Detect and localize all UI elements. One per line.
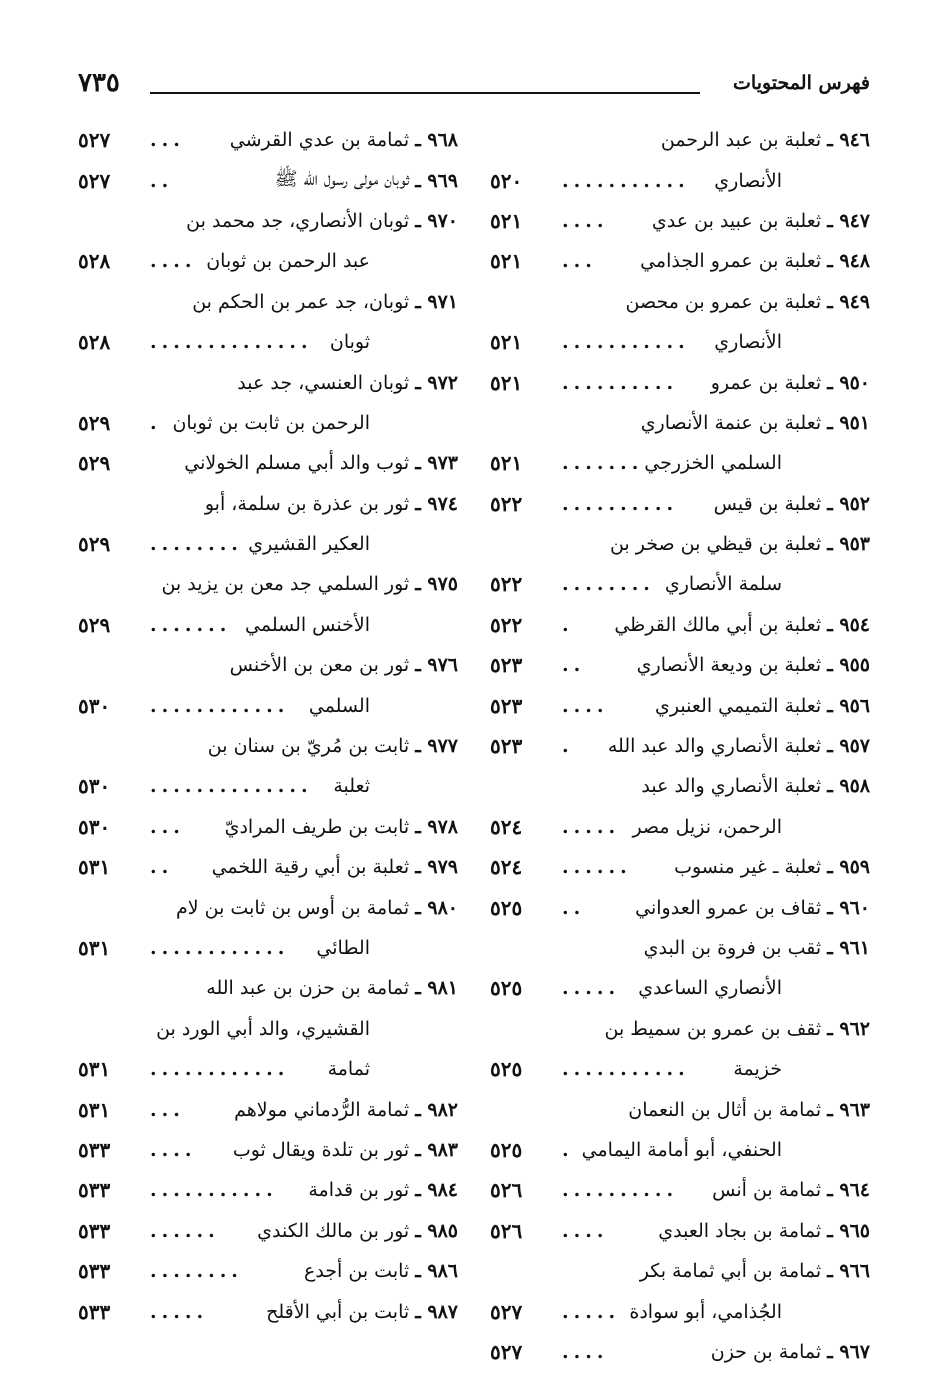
entry-page-number: ٥٢٤ <box>490 855 523 880</box>
entry-name: الأنصاري <box>714 169 782 192</box>
index-entry <box>490 847 870 887</box>
entry-name: ثعلبة بن عمرو <box>710 371 822 394</box>
entry-number: ٩٦٣ ـ <box>827 1098 870 1121</box>
entry-page-number: ٥٢٥ <box>490 1137 523 1162</box>
leader-dots: ... <box>150 1098 185 1121</box>
index-entry <box>490 1291 870 1331</box>
leader-dots: ....... <box>150 613 232 636</box>
entry-name: الأخنس السلمي <box>245 613 370 636</box>
entry-name: ثعلبة بن عبد الرحمن <box>660 129 822 152</box>
leader-dots: ....... <box>562 452 644 475</box>
entry-name: ثعلبة ـ غير منسوب <box>674 856 822 879</box>
leader-dots: . <box>150 411 162 434</box>
leader-dots: ..... <box>562 815 621 838</box>
entry-number: ٩٤٩ ـ <box>827 290 870 313</box>
entry-name: السلمي الخزرجي <box>644 452 782 475</box>
index-entry <box>78 1251 458 1291</box>
entry-page-number: ٥٢٢ <box>490 491 523 516</box>
leader-dots: ..... <box>562 977 621 1000</box>
leader-dots: .............. <box>150 775 313 798</box>
entry-page-number: ٥٢٣ <box>490 653 523 678</box>
leader-dots: ... <box>150 815 185 838</box>
index-entry <box>490 484 870 524</box>
index-entry <box>490 1049 870 1089</box>
entry-number: ٩٧٥ ـ <box>415 573 458 596</box>
index-entry <box>78 847 458 887</box>
entry-number: ٩٥٨ ـ <box>827 775 870 798</box>
leader-dots: . <box>562 735 574 758</box>
entry-name: ثور بن معن بن الأخنس <box>229 654 410 677</box>
entry-number: ٩٥٣ ـ <box>827 533 870 556</box>
entry-name: ثعلبة <box>333 775 370 798</box>
entry-name: ثابت بن أبي الأقلح <box>266 1300 410 1323</box>
entry-name: ثمامة بن حزن بن عبد الله <box>206 977 410 1000</box>
leader-dots: ........... <box>562 1058 690 1081</box>
entry-name: الطائي <box>316 937 370 959</box>
entry-name: ثوبان <box>329 331 370 354</box>
index-entry <box>490 1251 870 1291</box>
entry-page-number: ٥٣١ <box>78 855 111 880</box>
entry-number: ٩٦٧ ـ <box>827 1340 870 1363</box>
entry-number: ٩٥٤ ـ <box>827 613 870 636</box>
entry-name: ثعلبة بن عنمة الأنصاري <box>640 411 822 434</box>
index-entry <box>490 1009 870 1049</box>
leader-dots: .... <box>562 1340 609 1363</box>
index-entry <box>490 928 870 968</box>
entry-number: ٩٧١ ـ <box>415 290 458 313</box>
entry-name: ثمامة بن أوس بن ثابت بن لام <box>176 896 410 919</box>
index-entry <box>78 1009 458 1049</box>
index-entry <box>78 1291 458 1331</box>
index-entry <box>78 685 458 725</box>
entry-page-number: ٥٢٣ <box>490 693 523 718</box>
entry-number: ٩٧٧ ـ <box>415 735 458 758</box>
entry-name: العكير القشيري <box>248 533 370 556</box>
leader-dots: ...... <box>562 856 632 879</box>
index-entry <box>490 241 870 281</box>
leader-dots: ............ <box>150 937 290 959</box>
entry-number: ٩٤٧ ـ <box>827 209 870 232</box>
page-header <box>78 68 870 108</box>
entry-name: ثمامة <box>327 1058 370 1081</box>
index-entry <box>490 1130 870 1170</box>
entry-name: ثور السلمي جد معن بن يزيد بن <box>161 573 410 596</box>
entry-name: ثور بن قدامة <box>308 1179 410 1202</box>
entry-name: ثوبان العنسي، جد عبد <box>237 371 410 394</box>
entry-number: ٩٦١ ـ <box>827 937 870 959</box>
leader-dots: .... <box>150 250 197 273</box>
entry-number: ٩٧٨ ـ <box>415 815 458 838</box>
index-entry <box>78 807 458 847</box>
entry-page-number: ٥٢١ <box>490 370 523 395</box>
entry-page-number: ٥٢٨ <box>78 249 111 274</box>
index-column-right <box>490 120 870 1372</box>
entry-number: ٩٥٩ ـ <box>827 856 870 879</box>
index-entry <box>78 362 458 402</box>
index-entry <box>490 1332 870 1372</box>
entry-number: ٩٧٤ ـ <box>415 492 458 515</box>
entry-number: ٩٨٠ ـ <box>415 896 458 919</box>
leader-dots: ... <box>150 129 185 152</box>
index-entry <box>78 968 458 1008</box>
index-entry <box>78 928 458 968</box>
entry-name: ثقاف بن عمرو العدواني <box>635 896 822 919</box>
entry-name: ثعلبة بن عمرو الجذامي <box>640 250 822 273</box>
leader-dots: ........... <box>150 1179 278 1202</box>
index-entry <box>78 645 458 685</box>
entry-name: القشيري، والد أبي الورد بن <box>156 1017 370 1040</box>
index-entry <box>78 443 458 483</box>
entry-name: ثمامة بن أثال بن النعمان <box>628 1098 822 1121</box>
entry-page-number: ٥٢٩ <box>78 532 111 557</box>
leader-dots: ........ <box>150 533 243 556</box>
entry-number: ٩٧٩ ـ <box>415 856 458 879</box>
entry-page-number: ٥٢٥ <box>490 976 523 1001</box>
entry-name: ثابت بن مُريّ بن سنان بن <box>207 735 410 758</box>
entry-page-number: ٥٢٧ <box>490 1339 523 1364</box>
entry-number: ٩٥٥ ـ <box>827 654 870 677</box>
index-entry <box>490 322 870 362</box>
entry-name: ثعلبة بن قيظي بن صخر بن <box>609 533 822 556</box>
index-entry <box>78 605 458 645</box>
entry-page-number: ٥٣٠ <box>78 693 111 718</box>
index-entry <box>78 282 458 322</box>
index-entry <box>490 403 870 443</box>
index-entry <box>78 201 458 241</box>
leader-dots: ............ <box>150 1058 290 1081</box>
index-entry <box>78 726 458 766</box>
index-entry <box>78 484 458 524</box>
entry-name: ثمامة بن أنس <box>712 1179 822 1202</box>
index-entry <box>490 1170 870 1210</box>
index-entry <box>490 564 870 604</box>
entry-name: ثعلبة بن أبي رقية اللخمي <box>211 856 410 879</box>
entry-name: ثعلبة بن أبي مالك القرظي <box>614 613 822 636</box>
entry-page-number: ٥٢٧ <box>78 128 111 153</box>
entry-name: ثابت بن طريف المراديّ <box>224 815 410 838</box>
entry-page-number: ٥٢١ <box>490 330 523 355</box>
entry-number: ٩٧٦ ـ <box>415 654 458 677</box>
index-entry <box>490 968 870 1008</box>
index-entry <box>490 685 870 725</box>
entry-name: ثابت بن أجدع <box>304 1260 410 1283</box>
entry-number: ٩٥٢ ـ <box>827 492 870 515</box>
index-entry <box>78 524 458 564</box>
entry-name: ثقب بن فروة بن البدي <box>643 937 822 959</box>
entry-name: الجُذامي، أبو سوادة <box>629 1300 782 1323</box>
entry-name: ثعلبة بن وديعة الأنصاري <box>636 654 822 677</box>
leader-dots: ........... <box>562 169 690 192</box>
index-entry <box>78 322 458 362</box>
index-entry <box>78 120 458 160</box>
index-entry <box>490 645 870 685</box>
entry-name: الأنصاري <box>714 331 782 354</box>
index-entry <box>78 1211 458 1251</box>
index-entry <box>490 120 870 160</box>
entry-number: ٩٦٦ ـ <box>827 1260 870 1283</box>
entry-name: ثعلبة بن عبيد بن عدي <box>651 209 822 232</box>
entry-page-number: ٥٢٦ <box>490 1218 523 1243</box>
entry-name: ثوب والد أبي مسلم الخولاني <box>184 452 410 475</box>
entry-name: ثور بن عذرة بن سلمة، أبو <box>204 492 410 515</box>
index-entry <box>490 443 870 483</box>
index-entry <box>490 160 870 200</box>
entry-number: ٩٨٦ ـ <box>415 1260 458 1283</box>
entry-name: الرحمن، نزيل مصر <box>632 815 782 838</box>
entry-name: ثعلبة التميمي العنبري <box>655 694 822 717</box>
running-title: فهرس المحتويات <box>733 72 870 94</box>
entry-page-number: ٥٢٣ <box>490 734 523 759</box>
entry-number: ٩٦٩ ـ <box>415 169 458 192</box>
entry-name: ثقف بن عمرو بن سميط بن <box>604 1017 822 1040</box>
index-entry <box>78 1130 458 1170</box>
entry-page-number: ٥٣١ <box>78 936 111 960</box>
leader-dots: .......... <box>562 1179 679 1202</box>
index-entry <box>78 403 458 443</box>
entry-page-number: ٥٣٣ <box>78 1218 111 1243</box>
index-entry <box>490 605 870 645</box>
index-entry <box>490 201 870 241</box>
leader-dots: ..... <box>150 1300 209 1323</box>
leader-dots: .... <box>150 1138 197 1161</box>
entry-number: ٩٥٦ ـ <box>827 694 870 717</box>
index-entry <box>490 1089 870 1129</box>
index-entry <box>78 1170 458 1210</box>
entry-page-number: ٥٢٧ <box>490 1299 523 1324</box>
index-entry <box>78 887 458 927</box>
entry-page-number: ٥٢٩ <box>78 612 111 637</box>
index-entry <box>78 1089 458 1129</box>
entry-page-number: ٥٣٠ <box>78 814 111 839</box>
entry-name: ثعلبة الأنصاري والد عبد <box>641 775 822 798</box>
index-entry <box>490 1211 870 1251</box>
entry-number: ٩٥٠ ـ <box>827 371 870 394</box>
page-number: ٧٣٥ <box>78 68 120 98</box>
entry-page-number: ٥٢٨ <box>78 330 111 355</box>
entry-page-number: ٥٢٩ <box>78 451 111 476</box>
entry-name: ثوبان الأنصاري، جد محمد بن <box>186 209 410 232</box>
leader-dots: .......... <box>562 371 679 394</box>
index-entry <box>78 160 458 200</box>
index-entry <box>78 1049 458 1089</box>
leader-dots: ... <box>562 250 597 273</box>
entry-name: ثمامة بن عدي القرشي <box>229 129 410 152</box>
entry-number: ٩٥١ ـ <box>827 411 870 434</box>
entry-name: الرحمن بن ثابت بن ثوبان <box>172 411 370 434</box>
entry-page-number: ٥٣٣ <box>78 1178 111 1203</box>
entry-name: ثمامة الرُّدماني مولاهم <box>234 1098 410 1121</box>
leader-dots: .. <box>562 896 586 919</box>
entry-number: ٩٨١ ـ <box>415 977 458 1000</box>
entry-number: ٩٤٦ ـ <box>827 129 870 152</box>
header-rule <box>150 92 700 94</box>
index-entry <box>490 766 870 806</box>
index-entry <box>78 766 458 806</box>
entry-page-number: ٥٢٠ <box>490 168 523 193</box>
entry-name: ثمامة بن حزن <box>710 1340 822 1363</box>
entry-name: ثوبان مولى رسول الله ﷺ <box>274 167 410 190</box>
index-entry <box>490 362 870 402</box>
entry-number: ٩٧٠ ـ <box>415 209 458 232</box>
leader-dots: . <box>562 1138 574 1161</box>
entry-page-number: ٥٢٤ <box>490 814 523 839</box>
index-entry <box>490 282 870 322</box>
leader-dots: ............ <box>150 694 290 717</box>
index-entry <box>490 807 870 847</box>
entry-number: ٩٤٨ ـ <box>827 250 870 273</box>
entry-page-number: ٥٣٠ <box>78 774 111 799</box>
entry-number: ٩٨٢ ـ <box>415 1098 458 1121</box>
leader-dots: .... <box>562 1219 609 1242</box>
entry-name: ثمامة بن بجاد العبدي <box>658 1219 822 1242</box>
entry-page-number: ٥٢١ <box>490 208 523 233</box>
entry-page-number: ٥٣١ <box>78 1057 111 1082</box>
entry-name: ثعلبة الأنصاري والد عبد الله <box>607 735 822 758</box>
entry-number: ٩٦٨ ـ <box>415 129 458 152</box>
entry-name: ثور بن تلدة ويقال ثوب <box>232 1138 410 1161</box>
entry-number: ٩٦٤ ـ <box>827 1179 870 1202</box>
entry-number: ٩٦٥ ـ <box>827 1219 870 1242</box>
leader-dots: ...... <box>150 1219 220 1242</box>
index-entry <box>490 887 870 927</box>
entry-page-number: ٥٢٦ <box>490 1178 523 1203</box>
entry-page-number: ٥٢٢ <box>490 612 523 637</box>
entry-number: ٩٦٠ ـ <box>827 896 870 919</box>
entry-name: ثمامة بن أبي ثمامة بكر <box>639 1260 822 1283</box>
entry-number: ٩٦٢ ـ <box>827 1017 870 1040</box>
entry-name: السلمي <box>308 694 370 717</box>
index-entry <box>78 241 458 281</box>
leader-dots: .. <box>562 654 586 677</box>
leader-dots: .. <box>150 169 174 192</box>
entry-name: عبد الرحمن بن ثوبان <box>206 250 370 273</box>
entry-page-number: ٥٢٩ <box>78 410 111 435</box>
entry-page-number: ٥٢٢ <box>490 572 523 597</box>
leader-dots: ........ <box>562 573 655 596</box>
entry-number: ٩٧٣ ـ <box>415 452 458 475</box>
entry-page-number: ٥٢١ <box>490 451 523 476</box>
entry-number: ٩٨٧ ـ <box>415 1300 458 1323</box>
entry-name: ثور بن مالك الكندي <box>257 1219 410 1242</box>
entry-page-number: ٥٣٣ <box>78 1137 111 1162</box>
entry-page-number: ٥٢٧ <box>78 168 111 193</box>
entry-name: ثعلبة بن قيس <box>713 492 822 515</box>
leader-dots: ........... <box>562 331 690 354</box>
entry-name: خزيمة <box>733 1058 782 1081</box>
entry-page-number: ٥٣١ <box>78 1097 111 1122</box>
entry-page-number: ٥٣٣ <box>78 1259 111 1284</box>
index-column-left <box>78 120 458 1332</box>
entry-number: ٩٥٧ ـ <box>827 735 870 758</box>
entry-number: ٩٨٤ ـ <box>415 1179 458 1202</box>
leader-dots: .... <box>562 209 609 232</box>
leader-dots: .... <box>562 694 609 717</box>
leader-dots: .. <box>150 856 174 879</box>
entry-page-number: ٥٢٥ <box>490 895 523 920</box>
leader-dots: .......... <box>562 492 679 515</box>
entry-page-number: ٥٣٣ <box>78 1299 111 1324</box>
entry-page-number: ٥٢١ <box>490 249 523 274</box>
index-entry <box>78 564 458 604</box>
leader-dots: ........ <box>150 1260 243 1283</box>
leader-dots: ..... <box>562 1300 621 1323</box>
index-entry <box>490 726 870 766</box>
entry-name: الحنفي، أبو أمامة اليمامي <box>581 1138 782 1161</box>
entry-name: الأنصاري الساعدي <box>638 977 782 1000</box>
leader-dots: .............. <box>150 331 313 354</box>
index-entry <box>490 524 870 564</box>
entry-number: ٩٧٢ ـ <box>415 371 458 394</box>
entry-name: ثوبان، جد عمر بن الحكم بن <box>192 290 410 313</box>
entry-name: سلمة الأنصاري <box>664 573 782 596</box>
leader-dots: . <box>562 613 574 636</box>
entry-number: ٩٨٥ ـ <box>415 1219 458 1242</box>
entry-number: ٩٨٣ ـ <box>415 1138 458 1161</box>
entry-page-number: ٥٢٥ <box>490 1057 523 1082</box>
entry-name: ثعلبة بن عمرو بن محصن <box>625 290 822 313</box>
